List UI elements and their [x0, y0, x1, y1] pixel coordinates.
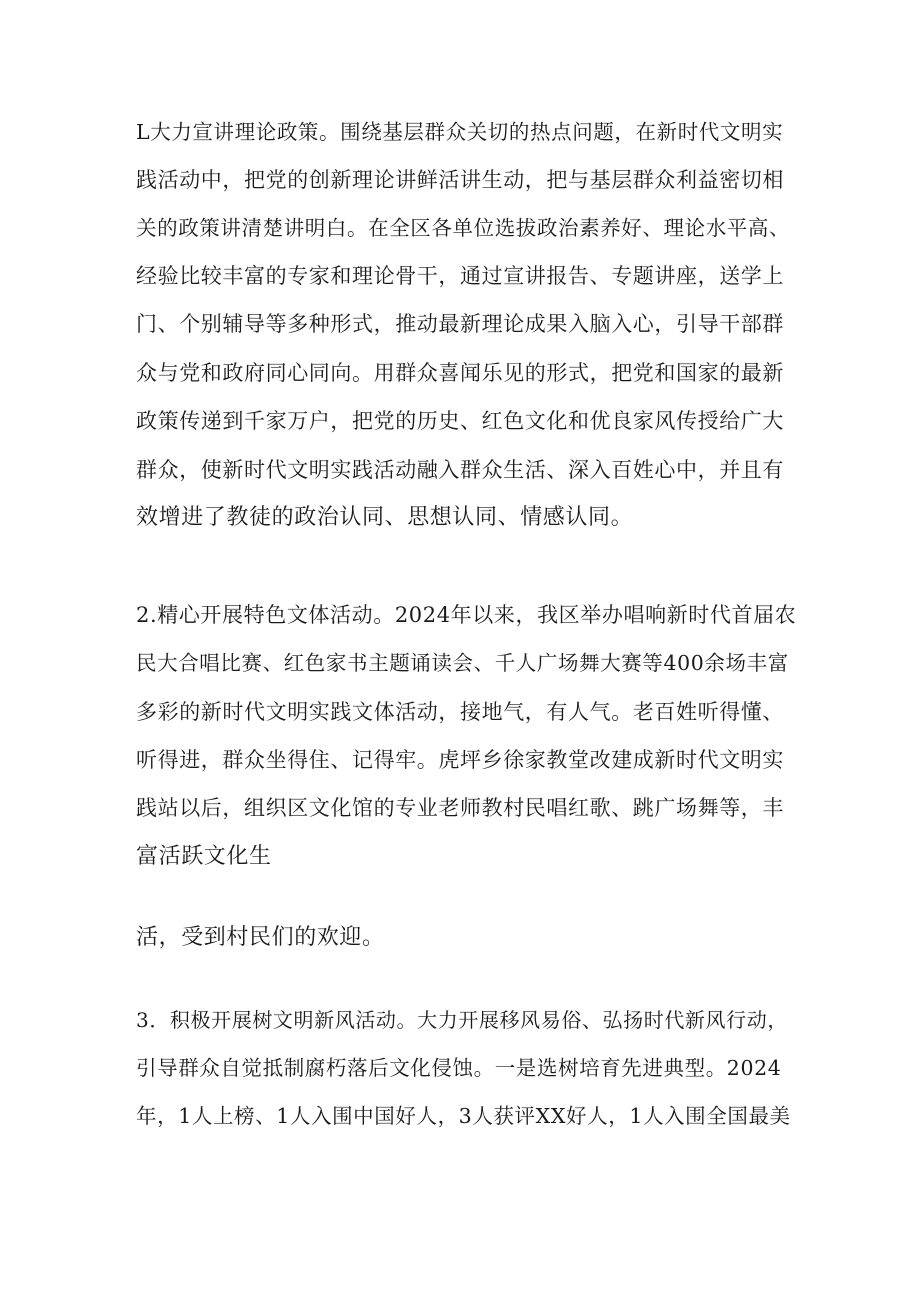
text-line: 经验比较丰富的专家和理论骨干，通过宣讲报告、专题讲座，送学上 — [136, 264, 784, 288]
text-line: 民大合唱比赛、红色家书主题诵读会、千人广场舞大赛等400余场丰富 — [136, 651, 789, 675]
text-line: 关的政策讲清楚讲明白。在全区各单位选拔政治素养好、理论水平高、 — [136, 216, 791, 240]
text-line: 践站以后，组织区文化馆的专业老师教村民唱红歌、跳广场舞等，丰 — [136, 796, 784, 820]
text-line: 年，1人上榜、1人入围中国好人，3人获评XX好人，1人入围全国最美 — [136, 1104, 791, 1128]
text-line: 践活动中，把党的创新理论讲鲜活讲生动，把与基层群众利益密切相 — [136, 168, 784, 192]
text-line: 富活跃文化生 — [136, 844, 272, 869]
text-line: 活，受到村民们的欢迎。 — [136, 925, 385, 950]
text-line: 多彩的新时代文明实践文体活动，接地气，有人气。老百姓听得懂、 — [136, 700, 784, 724]
text-line: 听得进，群众坐得住、记得牢。虎坪乡徐家教堂改建成新时代文明实 — [136, 748, 784, 772]
text-line: L大力宣讲理论政策。围绕基层群众关切的热点问题，在新时代文明实 — [136, 120, 784, 144]
text-line: 3．积极开展树文明新风活动。大力开展移风易俗、弘扬时代新风行动， — [136, 1008, 788, 1032]
text-line: 2.精心开展特色文体活动。2024年以来，我区举办唱响新时代首届农 — [136, 603, 797, 627]
text-line: 群众，使新时代文明实践活动融入群众生活、深入百姓心中，并且有 — [136, 458, 784, 482]
text-line: 众与党和政府同心同向。用群众喜闻乐见的形式，把党和国家的最新 — [136, 361, 784, 385]
text-line: 门、个别辅导等多种形式，推动最新理论成果入脑入心，引导干部群 — [136, 312, 784, 336]
text-line: 效增进了教徒的政治认同、思想认同、情感认同。 — [136, 505, 634, 530]
text-line: 政策传递到千家万户，把党的历史、红色文化和优良家风传授给广大 — [136, 409, 784, 433]
text-line: 引导群众自觉抵制腐朽落后文化侵蚀。一是选树培育先进典型。2024 — [136, 1056, 782, 1080]
